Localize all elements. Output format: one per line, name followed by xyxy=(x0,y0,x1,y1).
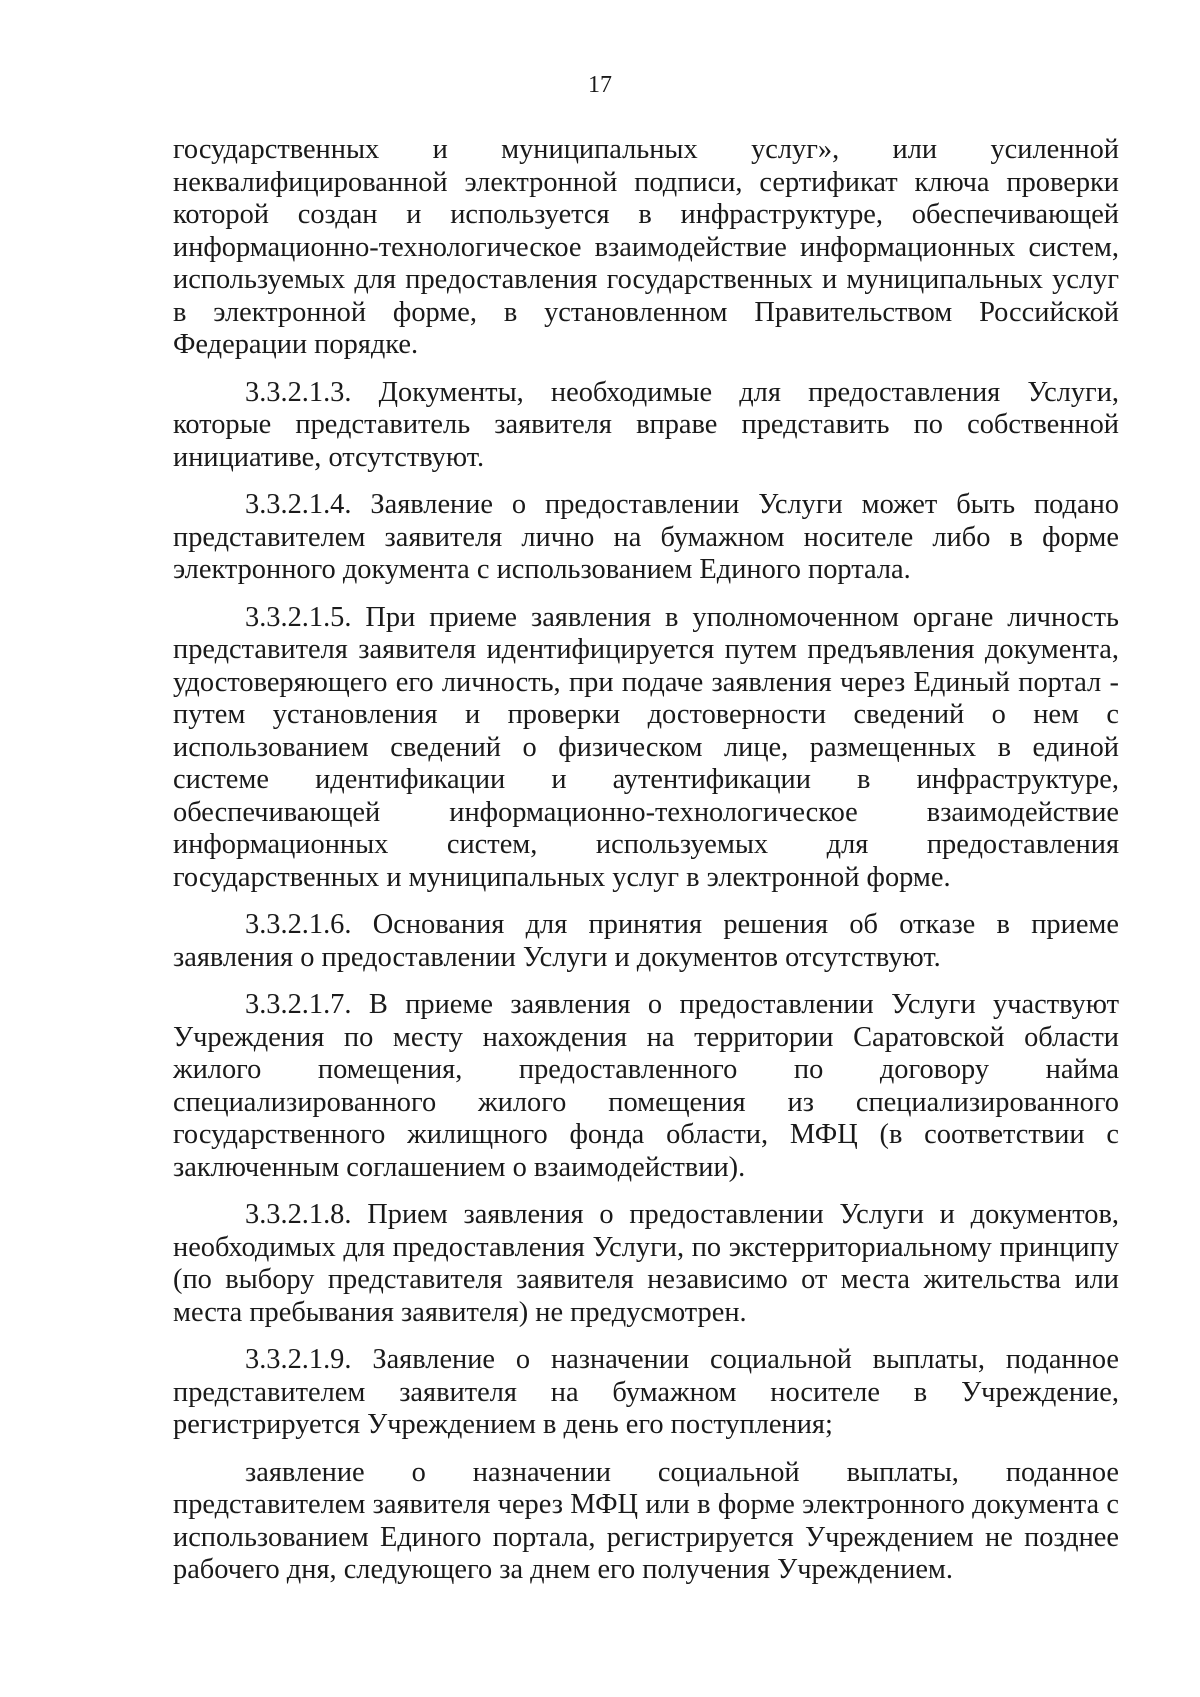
paragraph-3-3-2-1-9: 3.3.2.1.9. Заявление о назначении социальной выплаты, поданное представителем заявителя на бумажном носителе в Учреждение, регистрируется Учреждением в день его поступления; xyxy=(173,1344,1119,1440)
paragraph-3-3-2-1-4: 3.3.2.1.4. Заявление о предоставлении Услуги может быть подано представителем заявителя лично на бумажном носителе либо в форме электронного документа с использованием Единого портала. xyxy=(173,489,1119,585)
paragraph-3-3-2-1-7: 3.3.2.1.7. В приеме заявления о предоставлении Услуги участвуют Учреждения по месту нахождения на территории Саратовской области жилого помещения, предоставленного по договору найма специализированного жилого помещения из специализированного государственного жилищного фонда области, МФЦ (в соответствии с заключенным соглашением о взаимодействии). xyxy=(173,989,1119,1183)
paragraph-3-3-2-1-3: 3.3.2.1.3. Документы, необходимые для предоставления Услуги, которые представитель заявителя вправе представить по собственной инициативе, отсутствуют. xyxy=(173,376,1119,473)
paragraph-3-3-2-1-8: 3.3.2.1.8. Прием заявления о предоставлении Услуги и документов, необходимых для предоставления Услуги, по экстерриториальному принципу (по выбору представителя заявителя независимо от места жительства или места пребывания заявителя) не предусмотрен. xyxy=(173,1199,1119,1328)
page-number: 17 xyxy=(588,72,612,98)
paragraph-registration-mfc: заявление о назначении социальной выплаты, поданное представителем заявителя через МФЦ или в форме электронного документа с использованием Единого портала, регистрируется Учреждением не позднее рабочего дня, следующего за днем его получения Учреждением. xyxy=(173,1456,1119,1585)
document-body xyxy=(173,134,1119,1602)
paragraph-3-3-2-1-6: 3.3.2.1.6. Основания для принятия решения об отказе в приеме заявления о предоставлении Услуги и документов отсутствуют. xyxy=(173,909,1119,973)
paragraph-3-3-2-1-5: 3.3.2.1.5. При приеме заявления в уполномоченном органе личность представителя заявителя идентифицируется путем предъявления документа, удостоверяющего его личность, при подаче заявления через Единый портал - путем установления и проверки достоверности сведений о нем с использованием сведений о физическом лице, размещенных в единой системе идентификации и аутентификации в инфраструктуре, обеспечивающей информационно-технологическое взаимодействие информационных систем, используемых для предоставления государственных и муниципальных услуг в электронной форме. xyxy=(173,601,1119,893)
paragraph-continuation: государственных и муниципальных услуг», или усиленной неквалифицированной электронной подписи, сертификат ключа проверки которой создан и используется в инфраструктуре, обеспечивающей информационно-технологическое взаимодействие информационных систем, используемых для предоставления государственных и муниципальных услуг в электронной форме, в установленном Правительством Российской Федерации порядке. xyxy=(173,134,1119,360)
